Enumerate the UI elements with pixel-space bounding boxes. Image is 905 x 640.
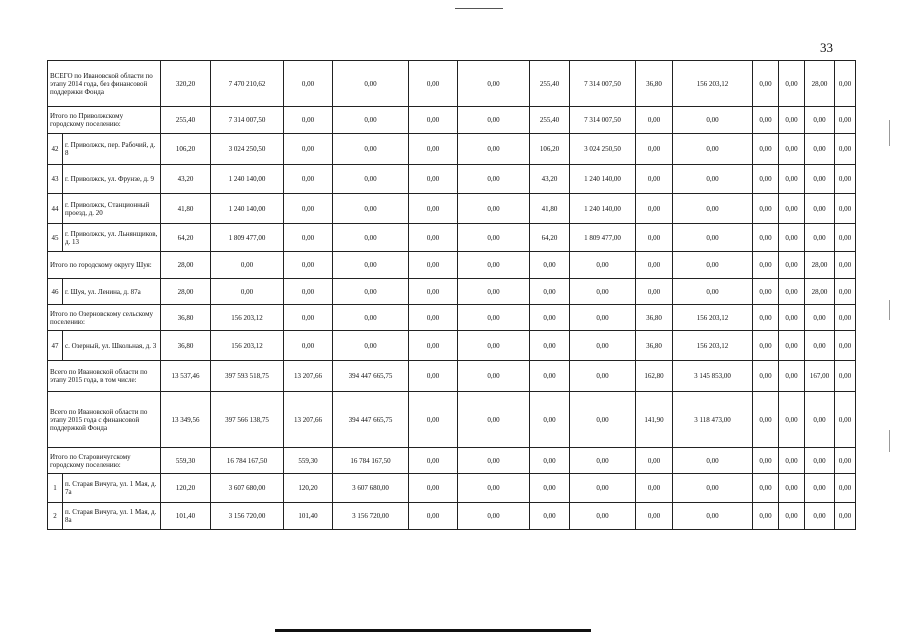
value-cell: 0,00 [530,361,570,392]
value-cell: 0,00 [835,61,856,107]
value-cell: 0,00 [333,61,409,107]
value-cell: 0,00 [779,165,805,194]
value-cell: 41,80 [530,194,570,224]
value-cell: 0,00 [779,224,805,252]
value-cell: 0,00 [753,194,779,224]
summary-label: Итого по Старовичугскому городскому поселению: [48,448,161,474]
value-cell: 0,00 [779,279,805,305]
address-cell: п. Старая Вичуга, ул. 1 Мая, д. 7а [63,474,161,503]
value-cell: 0,00 [409,279,458,305]
value-cell: 0,00 [333,107,409,134]
table-row [48,194,856,224]
row-index: 46 [48,279,63,305]
summary-label: Итого по Озерновскому сельскому поселению: [48,305,161,331]
value-cell: 43,20 [530,165,570,194]
value-cell: 13 207,66 [284,392,333,448]
value-cell: 0,00 [753,224,779,252]
value-cell: 0,00 [779,107,805,134]
value-cell: 0,00 [284,305,333,331]
page-number: 33 [820,40,833,55]
value-cell: 0,00 [673,448,753,474]
value-cell: 28,00 [805,279,835,305]
value-cell: 397 566 138,75 [211,392,284,448]
value-cell: 0,00 [570,252,636,279]
value-cell: 0,00 [211,279,284,305]
value-cell: 3 607 680,00 [333,474,409,503]
table-row [48,503,856,530]
value-cell: 0,00 [409,165,458,194]
value-cell: 0,00 [673,165,753,194]
value-cell: 0,00 [805,165,835,194]
value-cell: 64,20 [530,224,570,252]
value-cell: 0,00 [636,503,673,530]
value-cell: 0,00 [458,107,530,134]
value-cell: 162,80 [636,361,673,392]
value-cell: 0,00 [779,392,805,448]
value-cell: 0,00 [570,361,636,392]
value-cell: 0,00 [458,503,530,530]
value-cell: 0,00 [409,107,458,134]
value-cell: 0,00 [753,503,779,530]
address-cell: с. Озерный, ул. Школьная, д. 3 [63,331,161,361]
value-cell: 0,00 [409,331,458,361]
value-cell: 13 349,56 [161,392,211,448]
value-cell: 156 203,12 [673,331,753,361]
value-cell: 0,00 [673,503,753,530]
value-cell: 0,00 [458,224,530,252]
address-cell: г. Приволжск, ул. Фрунзе, д. 9 [63,165,161,194]
value-cell: 0,00 [636,194,673,224]
value-cell: 0,00 [570,392,636,448]
value-cell: 0,00 [458,448,530,474]
value-cell: 156 203,12 [673,305,753,331]
value-cell: 0,00 [458,361,530,392]
address-cell: г. Приволжск, пер. Рабочий, д. 8 [63,134,161,165]
value-cell: 16 784 167,50 [333,448,409,474]
value-cell: 0,00 [835,305,856,331]
value-cell: 0,00 [530,474,570,503]
value-cell: 0,00 [779,134,805,165]
summary-row [48,252,856,279]
value-cell: 106,20 [530,134,570,165]
value-cell: 0,00 [409,134,458,165]
table-body [48,61,856,530]
value-cell: 0,00 [409,361,458,392]
value-cell: 36,80 [636,305,673,331]
value-cell: 0,00 [636,107,673,134]
value-cell: 0,00 [753,448,779,474]
summary-label: Всего по Ивановской области по этапу 2015 года с финансовой поддержкой Фонда [48,392,161,448]
value-cell: 0,00 [333,305,409,331]
value-cell: 0,00 [284,279,333,305]
value-cell: 0,00 [835,224,856,252]
address-cell: п. Старая Вичуга, ул. 1 Мая, д. 8а [63,503,161,530]
value-cell: 0,00 [636,165,673,194]
value-cell: 156 203,12 [673,61,753,107]
value-cell: 0,00 [530,331,570,361]
value-cell: 0,00 [284,134,333,165]
value-cell: 13 537,46 [161,361,211,392]
value-cell: 0,00 [673,279,753,305]
table-row [48,165,856,194]
value-cell: 0,00 [805,224,835,252]
value-cell: 0,00 [835,107,856,134]
value-cell: 0,00 [636,279,673,305]
value-cell: 0,00 [284,252,333,279]
value-cell: 0,00 [333,252,409,279]
value-cell: 7 314 007,50 [570,107,636,134]
bottom-rule [275,629,591,632]
address-cell: г. Шуя, ул. Ленина, д. 87а [63,279,161,305]
value-cell: 0,00 [805,503,835,530]
value-cell: 7 314 007,50 [570,61,636,107]
value-cell: 0,00 [753,474,779,503]
value-cell: 0,00 [753,279,779,305]
value-cell: 0,00 [409,224,458,252]
value-cell: 120,20 [161,474,211,503]
value-cell: 0,00 [779,331,805,361]
value-cell: 0,00 [409,61,458,107]
value-cell: 1 240 140,00 [570,194,636,224]
value-cell: 3 118 473,00 [673,392,753,448]
value-cell: 0,00 [458,474,530,503]
value-cell: 0,00 [753,134,779,165]
value-cell: 0,00 [284,61,333,107]
value-cell: 28,00 [161,279,211,305]
value-cell: 0,00 [333,279,409,305]
value-cell: 0,00 [570,474,636,503]
value-cell: 1 809 477,00 [211,224,284,252]
value-cell: 0,00 [753,331,779,361]
value-cell: 0,00 [779,194,805,224]
value-cell: 0,00 [805,194,835,224]
value-cell: 0,00 [333,224,409,252]
value-cell: 0,00 [835,361,856,392]
value-cell: 0,00 [835,331,856,361]
value-cell: 0,00 [570,305,636,331]
value-cell: 120,20 [284,474,333,503]
value-cell: 43,20 [161,165,211,194]
value-cell: 7 470 210,62 [211,61,284,107]
value-cell: 0,00 [636,224,673,252]
value-cell: 1 240 140,00 [570,165,636,194]
value-cell: 0,00 [458,331,530,361]
row-index: 44 [48,194,63,224]
margin-mark [889,300,890,320]
value-cell: 0,00 [458,134,530,165]
value-cell: 0,00 [835,252,856,279]
value-cell: 0,00 [333,194,409,224]
value-cell: 28,00 [805,61,835,107]
value-cell: 1 240 140,00 [211,165,284,194]
value-cell: 106,20 [161,134,211,165]
value-cell: 0,00 [835,503,856,530]
value-cell: 0,00 [673,107,753,134]
value-cell: 7 314 007,50 [211,107,284,134]
value-cell: 0,00 [779,448,805,474]
row-index: 1 [48,474,63,503]
value-cell: 0,00 [570,503,636,530]
value-cell: 36,80 [636,331,673,361]
value-cell: 0,00 [779,305,805,331]
value-cell: 16 784 167,50 [211,448,284,474]
value-cell: 0,00 [409,474,458,503]
value-cell: 0,00 [284,165,333,194]
value-cell: 0,00 [805,305,835,331]
row-index: 2 [48,503,63,530]
value-cell: 0,00 [530,392,570,448]
value-cell: 64,20 [161,224,211,252]
value-cell: 0,00 [458,194,530,224]
value-cell: 0,00 [211,252,284,279]
value-cell: 0,00 [636,252,673,279]
value-cell: 0,00 [673,474,753,503]
value-cell: 0,00 [835,165,856,194]
value-cell: 0,00 [530,279,570,305]
value-cell: 0,00 [673,194,753,224]
summary-label: ВСЕГО по Ивановской области по этапу 2014 года, без финансовой поддержки Фонда [48,61,161,107]
value-cell: 0,00 [835,474,856,503]
value-cell: 0,00 [835,392,856,448]
value-cell: 0,00 [779,252,805,279]
value-cell: 156 203,12 [211,331,284,361]
row-index: 45 [48,224,63,252]
value-cell: 0,00 [805,392,835,448]
value-cell: 0,00 [753,305,779,331]
value-cell: 394 447 665,75 [333,392,409,448]
value-cell: 1 809 477,00 [570,224,636,252]
summary-label: Всего по Ивановской области по этапу 2015 года, в том числе: [48,361,161,392]
value-cell: 0,00 [409,252,458,279]
value-cell: 3 145 853,00 [673,361,753,392]
value-cell: 0,00 [333,165,409,194]
value-cell: 0,00 [673,134,753,165]
value-cell: 0,00 [284,107,333,134]
summary-row [48,305,856,331]
value-cell: 0,00 [530,503,570,530]
value-cell: 28,00 [161,252,211,279]
summary-row [48,392,856,448]
value-cell: 0,00 [570,448,636,474]
value-cell: 255,40 [530,61,570,107]
value-cell: 0,00 [753,361,779,392]
summary-row [48,361,856,392]
value-cell: 0,00 [805,107,835,134]
value-cell: 0,00 [458,392,530,448]
value-cell: 0,00 [409,448,458,474]
summary-row [48,61,856,107]
value-cell: 0,00 [409,392,458,448]
row-index: 47 [48,331,63,361]
value-cell: 36,80 [161,305,211,331]
summary-row [48,107,856,134]
value-cell: 0,00 [753,165,779,194]
summary-row [48,448,856,474]
value-cell: 3 024 250,50 [570,134,636,165]
value-cell: 0,00 [835,448,856,474]
value-cell: 0,00 [284,224,333,252]
value-cell: 0,00 [805,331,835,361]
value-cell: 36,80 [636,61,673,107]
value-cell: 0,00 [835,134,856,165]
value-cell: 0,00 [530,252,570,279]
summary-label: Итого по Приволжскому городскому поселению: [48,107,161,134]
value-cell: 0,00 [636,134,673,165]
value-cell: 0,00 [458,305,530,331]
value-cell: 394 447 665,75 [333,361,409,392]
address-cell: г. Приволжск, Станционный проезд, д. 20 [63,194,161,224]
value-cell: 320,20 [161,61,211,107]
value-cell: 255,40 [530,107,570,134]
housing-program-table [47,60,856,530]
value-cell: 0,00 [409,194,458,224]
margin-mark [889,120,890,146]
summary-label: Итого по городскому округу Шуя: [48,252,161,279]
value-cell: 0,00 [458,279,530,305]
value-cell: 0,00 [835,194,856,224]
value-cell: 255,40 [161,107,211,134]
address-cell: г. Приволжск, ул. Льнянщиков, д. 13 [63,224,161,252]
value-cell: 3 156 720,00 [211,503,284,530]
value-cell: 101,40 [161,503,211,530]
value-cell: 101,40 [284,503,333,530]
value-cell: 0,00 [805,448,835,474]
value-cell: 0,00 [530,448,570,474]
value-cell: 3 024 250,50 [211,134,284,165]
value-cell: 559,30 [161,448,211,474]
value-cell: 0,00 [333,134,409,165]
value-cell: 1 240 140,00 [211,194,284,224]
value-cell: 0,00 [409,305,458,331]
value-cell: 0,00 [673,252,753,279]
table-row [48,474,856,503]
value-cell: 13 207,66 [284,361,333,392]
value-cell: 0,00 [805,474,835,503]
row-index: 43 [48,165,63,194]
value-cell: 0,00 [409,503,458,530]
value-cell: 0,00 [530,305,570,331]
value-cell: 0,00 [458,252,530,279]
table-row [48,134,856,165]
value-cell: 41,80 [161,194,211,224]
value-cell: 0,00 [779,474,805,503]
value-cell: 0,00 [805,134,835,165]
value-cell: 0,00 [779,503,805,530]
value-cell: 156 203,12 [211,305,284,331]
table-row [48,331,856,361]
table-row [48,279,856,305]
value-cell: 0,00 [636,448,673,474]
value-cell: 559,30 [284,448,333,474]
value-cell: 0,00 [673,224,753,252]
value-cell: 28,00 [805,252,835,279]
value-cell: 0,00 [570,331,636,361]
value-cell: 167,00 [805,361,835,392]
value-cell: 141,90 [636,392,673,448]
value-cell: 3 607 680,00 [211,474,284,503]
value-cell: 397 593 518,75 [211,361,284,392]
top-rule [455,8,503,9]
table-row [48,224,856,252]
value-cell: 0,00 [636,474,673,503]
margin-mark [889,430,890,452]
value-cell: 0,00 [570,279,636,305]
value-cell: 0,00 [835,279,856,305]
row-index: 42 [48,134,63,165]
value-cell: 0,00 [458,61,530,107]
value-cell: 0,00 [753,252,779,279]
value-cell: 0,00 [333,331,409,361]
value-cell: 3 156 720,00 [333,503,409,530]
value-cell: 0,00 [779,61,805,107]
value-cell: 0,00 [284,194,333,224]
value-cell: 0,00 [753,107,779,134]
value-cell: 0,00 [753,61,779,107]
value-cell: 0,00 [779,361,805,392]
value-cell: 36,80 [161,331,211,361]
value-cell: 0,00 [458,165,530,194]
value-cell: 0,00 [753,392,779,448]
value-cell: 0,00 [284,331,333,361]
